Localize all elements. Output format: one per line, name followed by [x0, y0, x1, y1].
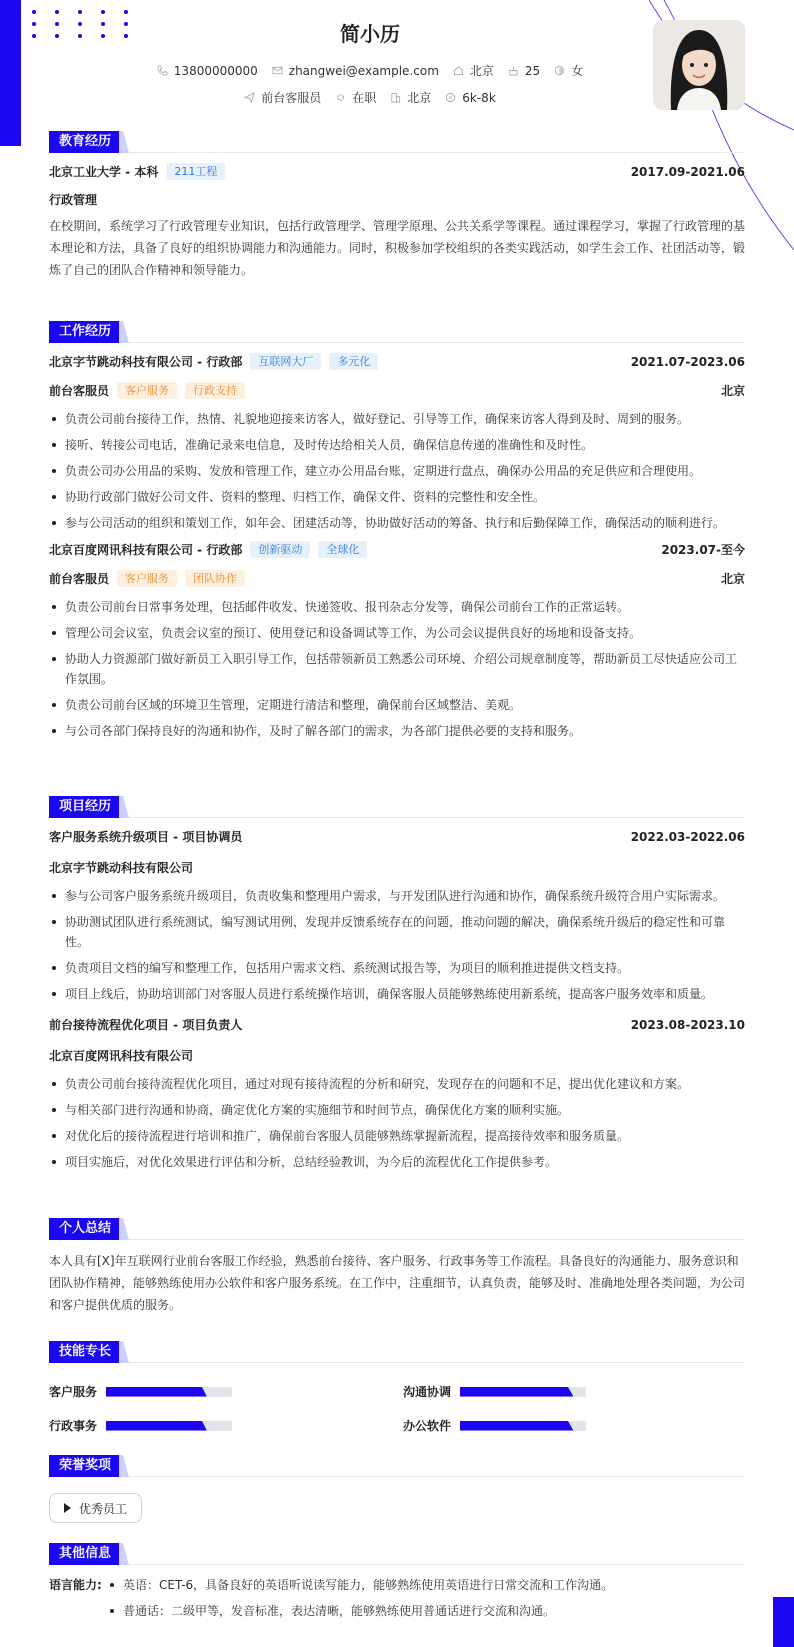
list-item: 负责项目文档的编写和整理工作，包括用户需求文档、系统测试报告等，为项目的顺利推进提供文档支持。: [49, 958, 745, 978]
section-title: 荣誉奖项: [49, 1455, 121, 1477]
list-item: 项目实施后，对优化效果进行评估和分析，总结经验教训，为今后的流程优化工作提供参考。: [49, 1152, 745, 1172]
phone-value: 13800000000: [173, 63, 258, 78]
job-role-row: [49, 382, 745, 399]
skill-name: 沟通协调: [403, 1385, 452, 1399]
target-city-value: 北京: [407, 91, 432, 105]
company-name: 北京百度网讯科技有限公司 - 行政部: [49, 543, 243, 557]
list-item: 参与公司客户服务系统升级项目，负责收集和整理用户需求，与开发团队进行沟通和协作，确保系统升级符合用户实际需求。: [49, 886, 745, 906]
list-item: 对优化后的接待流程进行培训和推广，确保前台客服人员能够熟练掌握新流程，提高接待效率和服务质量。: [49, 1126, 745, 1146]
city-value: 北京: [469, 64, 494, 78]
list-item: 负责公司前台接待工作，热情、礼貌地迎接来访客人，做好登记、引导等工作，确保来访客人得到及时、周到的服务。: [49, 409, 745, 429]
job-target-value: 前台客服员: [261, 91, 322, 105]
list-item: 负责公司前台区域的环境卫生管理，定期进行清洁和整理，确保前台区域整洁、美观。: [49, 695, 745, 715]
education-header: [49, 163, 745, 180]
play-icon: [64, 1503, 71, 1513]
mail-icon: [272, 65, 283, 76]
job-location: 北京: [720, 572, 745, 586]
project-duties: [49, 886, 745, 1004]
section-title: 其他信息: [49, 1543, 121, 1565]
list-item: 协助行政部门做好公司文件、资料的整理、归档工作，确保文件、资料的完整性和安全性。: [49, 487, 745, 507]
awards-section: [49, 1455, 745, 1523]
home-icon: [453, 65, 464, 76]
skill-name: 行政事务: [49, 1419, 98, 1433]
project-date: 2022.03-2022.06: [630, 829, 745, 844]
education-date: 2017.09-2021.06: [630, 164, 745, 179]
list-item: 普通话：二级甲等，发音标准，表达清晰，能够熟练使用普通话进行交流和沟通。: [107, 1601, 613, 1621]
section-title: 教育经历: [49, 131, 121, 153]
section-title: 技能专长: [49, 1341, 121, 1363]
list-item: 与公司各部门保持良好的沟通和协作，及时了解各部门的需求，为各部门提供必要的支持和服务。: [49, 721, 745, 741]
school-tag: 211工程: [166, 163, 225, 180]
language-label: 语言能力:: [49, 1578, 102, 1592]
list-item: 负责公司办公用品的采购、发放和管理工作，建立办公用品台账，定期进行盘点，确保办公用品的充足供应和合理使用。: [49, 461, 745, 481]
company-name: 北京字节跳动科技有限公司 - 行政部: [49, 355, 243, 369]
skills-section: [49, 1341, 745, 1431]
company-tag: 全球化: [318, 541, 367, 558]
list-item: 协助人力资源部门做好新员工入职引导工作，包括带领新员工熟悉公司环境、介绍公司规章制度等，帮助新员工尽快适应公司工作氛围。: [49, 649, 745, 689]
cake-icon: [508, 65, 519, 76]
job-header: [49, 541, 745, 558]
role-tag: 行政支持: [185, 382, 245, 399]
list-item: 协助测试团队进行系统测试，编写测试用例，发现并反馈系统存在的问题，推动问题的解决，确保系统升级后的稳定性和可靠性。: [49, 912, 745, 952]
project-header: [49, 1016, 745, 1033]
status-value: 在职: [352, 91, 377, 105]
projects-section: [49, 796, 745, 1178]
project-duties: [49, 1074, 745, 1172]
phone-icon: [157, 65, 168, 76]
email-value: zhangwei@example.com: [288, 63, 439, 78]
award-name: 优秀员工: [79, 1501, 128, 1516]
status-info: [335, 89, 376, 106]
skill-bar: [106, 1387, 232, 1397]
job-date: 2021.07-2023.06: [630, 354, 745, 369]
role-tag: 团队协作: [185, 570, 245, 587]
gender-value: 女: [571, 64, 584, 78]
list-item: 负责公司前台日常事务处理，包括邮件收发、快递签收、报刊杂志分发等，确保公司前台工作的正常运转。: [49, 597, 745, 617]
job-location: 北京: [720, 384, 745, 398]
job-duties: [49, 597, 745, 741]
contact-row: [0, 62, 740, 79]
company-tag: 多元化: [329, 353, 378, 370]
salary-value: 6k-8k: [462, 90, 496, 105]
skill-item: [49, 1383, 232, 1400]
award-badge: [49, 1493, 142, 1523]
age-value: 25: [524, 63, 541, 78]
gender-icon: [554, 65, 565, 76]
work-section: [49, 321, 745, 747]
avatar-illustration: [653, 20, 745, 110]
email-info: [272, 62, 439, 79]
other-info-section: [49, 1543, 745, 1627]
skill-item: [49, 1417, 232, 1434]
list-item: 英语：CET-6，具备良好的英语听说读写能力，能够熟练使用英语进行日常交流和工作沟通。: [107, 1575, 613, 1595]
language-row: [49, 1575, 745, 1627]
skill-bar: [460, 1421, 586, 1431]
project-date: 2023.08-2023.10: [630, 1017, 745, 1032]
summary-text: 本人具有[X]年互联网行业前台客服工作经验，熟悉前台接待、客户服务、行政事务等工作流程。具备良好的沟通能力、服务意识和团队协作精神，能够熟练使用办公软件和客户服务系统。在工作中，注重细节，认真负责，能够及时、准确地处理各类问题，为公司和客户提供优质的服务。: [49, 1254, 746, 1312]
education-section: [49, 131, 745, 281]
role-tag: 客户服务: [117, 382, 177, 399]
send-icon: [244, 92, 255, 103]
skill-item: [403, 1383, 586, 1400]
summary-section: [49, 1218, 745, 1316]
list-item: 参与公司活动的组织和策划工作，如年会、团建活动等，协助做好活动的筹备、执行和后勤保障工作，确保活动的顺利进行。: [49, 513, 745, 533]
school-name: 北京工业大学 - 本科: [49, 165, 159, 179]
resume-header: [0, 0, 794, 120]
age-info: [508, 62, 540, 79]
project-name: 前台接待流程优化项目 - 项目负责人: [49, 1018, 243, 1032]
section-title: 工作经历: [49, 321, 121, 343]
skill-bar: [106, 1421, 232, 1431]
gender-info: [554, 62, 583, 79]
list-item: 管理公司会议室，负责会议室的预订、使用登记和设备调试等工作，为公司会议提供良好的场地和设备支持。: [49, 623, 745, 643]
job-intent-row: [0, 89, 740, 106]
profile-photo: [653, 20, 745, 110]
section-title: 个人总结: [49, 1218, 121, 1240]
candidate-name: 简小历: [340, 22, 400, 46]
gear-icon: [335, 92, 346, 103]
coin-icon: [445, 92, 456, 103]
job-duties: [49, 409, 745, 533]
job-date: 2023.07-至今: [661, 543, 745, 557]
language-list: [107, 1575, 613, 1627]
project-company: 北京百度网讯科技有限公司: [49, 1049, 194, 1063]
company-tag: 互联网大厂: [250, 353, 321, 370]
skill-item: [403, 1417, 586, 1434]
phone-info: [157, 62, 258, 79]
project-company: 北京字节跳动科技有限公司: [49, 861, 194, 875]
role-tag: 客户服务: [117, 570, 177, 587]
company-tag: 创新驱动: [250, 541, 310, 558]
project-header: [49, 828, 745, 845]
target-city-info: [390, 89, 431, 106]
education-description: 在校期间，系统学习了行政管理专业知识，包括行政管理学、管理学原理、公共关系学等课程。通过课程学习，掌握了行政管理的基本理论和方法，具备了良好的组织协调能力和沟通能力。同时，积极参加学校组织的各类实践活动，如学生会工作、社团活动等，锻炼了自己的团队合作精神和领导能力。: [49, 219, 746, 277]
list-item: 项目上线后，协助培训部门对客服人员进行系统操作培训，确保客服人员能够熟练使用新系统，提高客户服务效率和质量。: [49, 984, 745, 1004]
skill-name: 客户服务: [49, 1385, 98, 1399]
job-header: [49, 353, 745, 370]
job-target-info: [244, 89, 321, 106]
skill-bar: [460, 1387, 586, 1397]
job-role: 前台客服员: [49, 384, 110, 398]
list-item: 与相关部门进行沟通和协商，确定优化方案的实施细节和时间节点，确保优化方案的顺利实施。: [49, 1100, 745, 1120]
skill-name: 办公软件: [403, 1419, 452, 1433]
list-item: 负责公司前台接待流程优化项目，通过对现有接待流程的分析和研究，发现存在的问题和不足，提出优化建议和方案。: [49, 1074, 745, 1094]
job-role-row: [49, 570, 745, 587]
city-info: [453, 62, 494, 79]
job-role: 前台客服员: [49, 572, 110, 586]
building-icon: [390, 92, 401, 103]
salary-info: [445, 89, 496, 106]
section-title: 项目经历: [49, 796, 121, 818]
list-item: 接听、转接公司电话，准确记录来电信息，及时传达给相关人员，确保信息传递的准确性和及时性。: [49, 435, 745, 455]
project-name: 客户服务系统升级项目 - 项目协调员: [49, 830, 243, 844]
major: 行政管理: [49, 193, 98, 207]
right-accent-bar: [773, 1597, 794, 1647]
